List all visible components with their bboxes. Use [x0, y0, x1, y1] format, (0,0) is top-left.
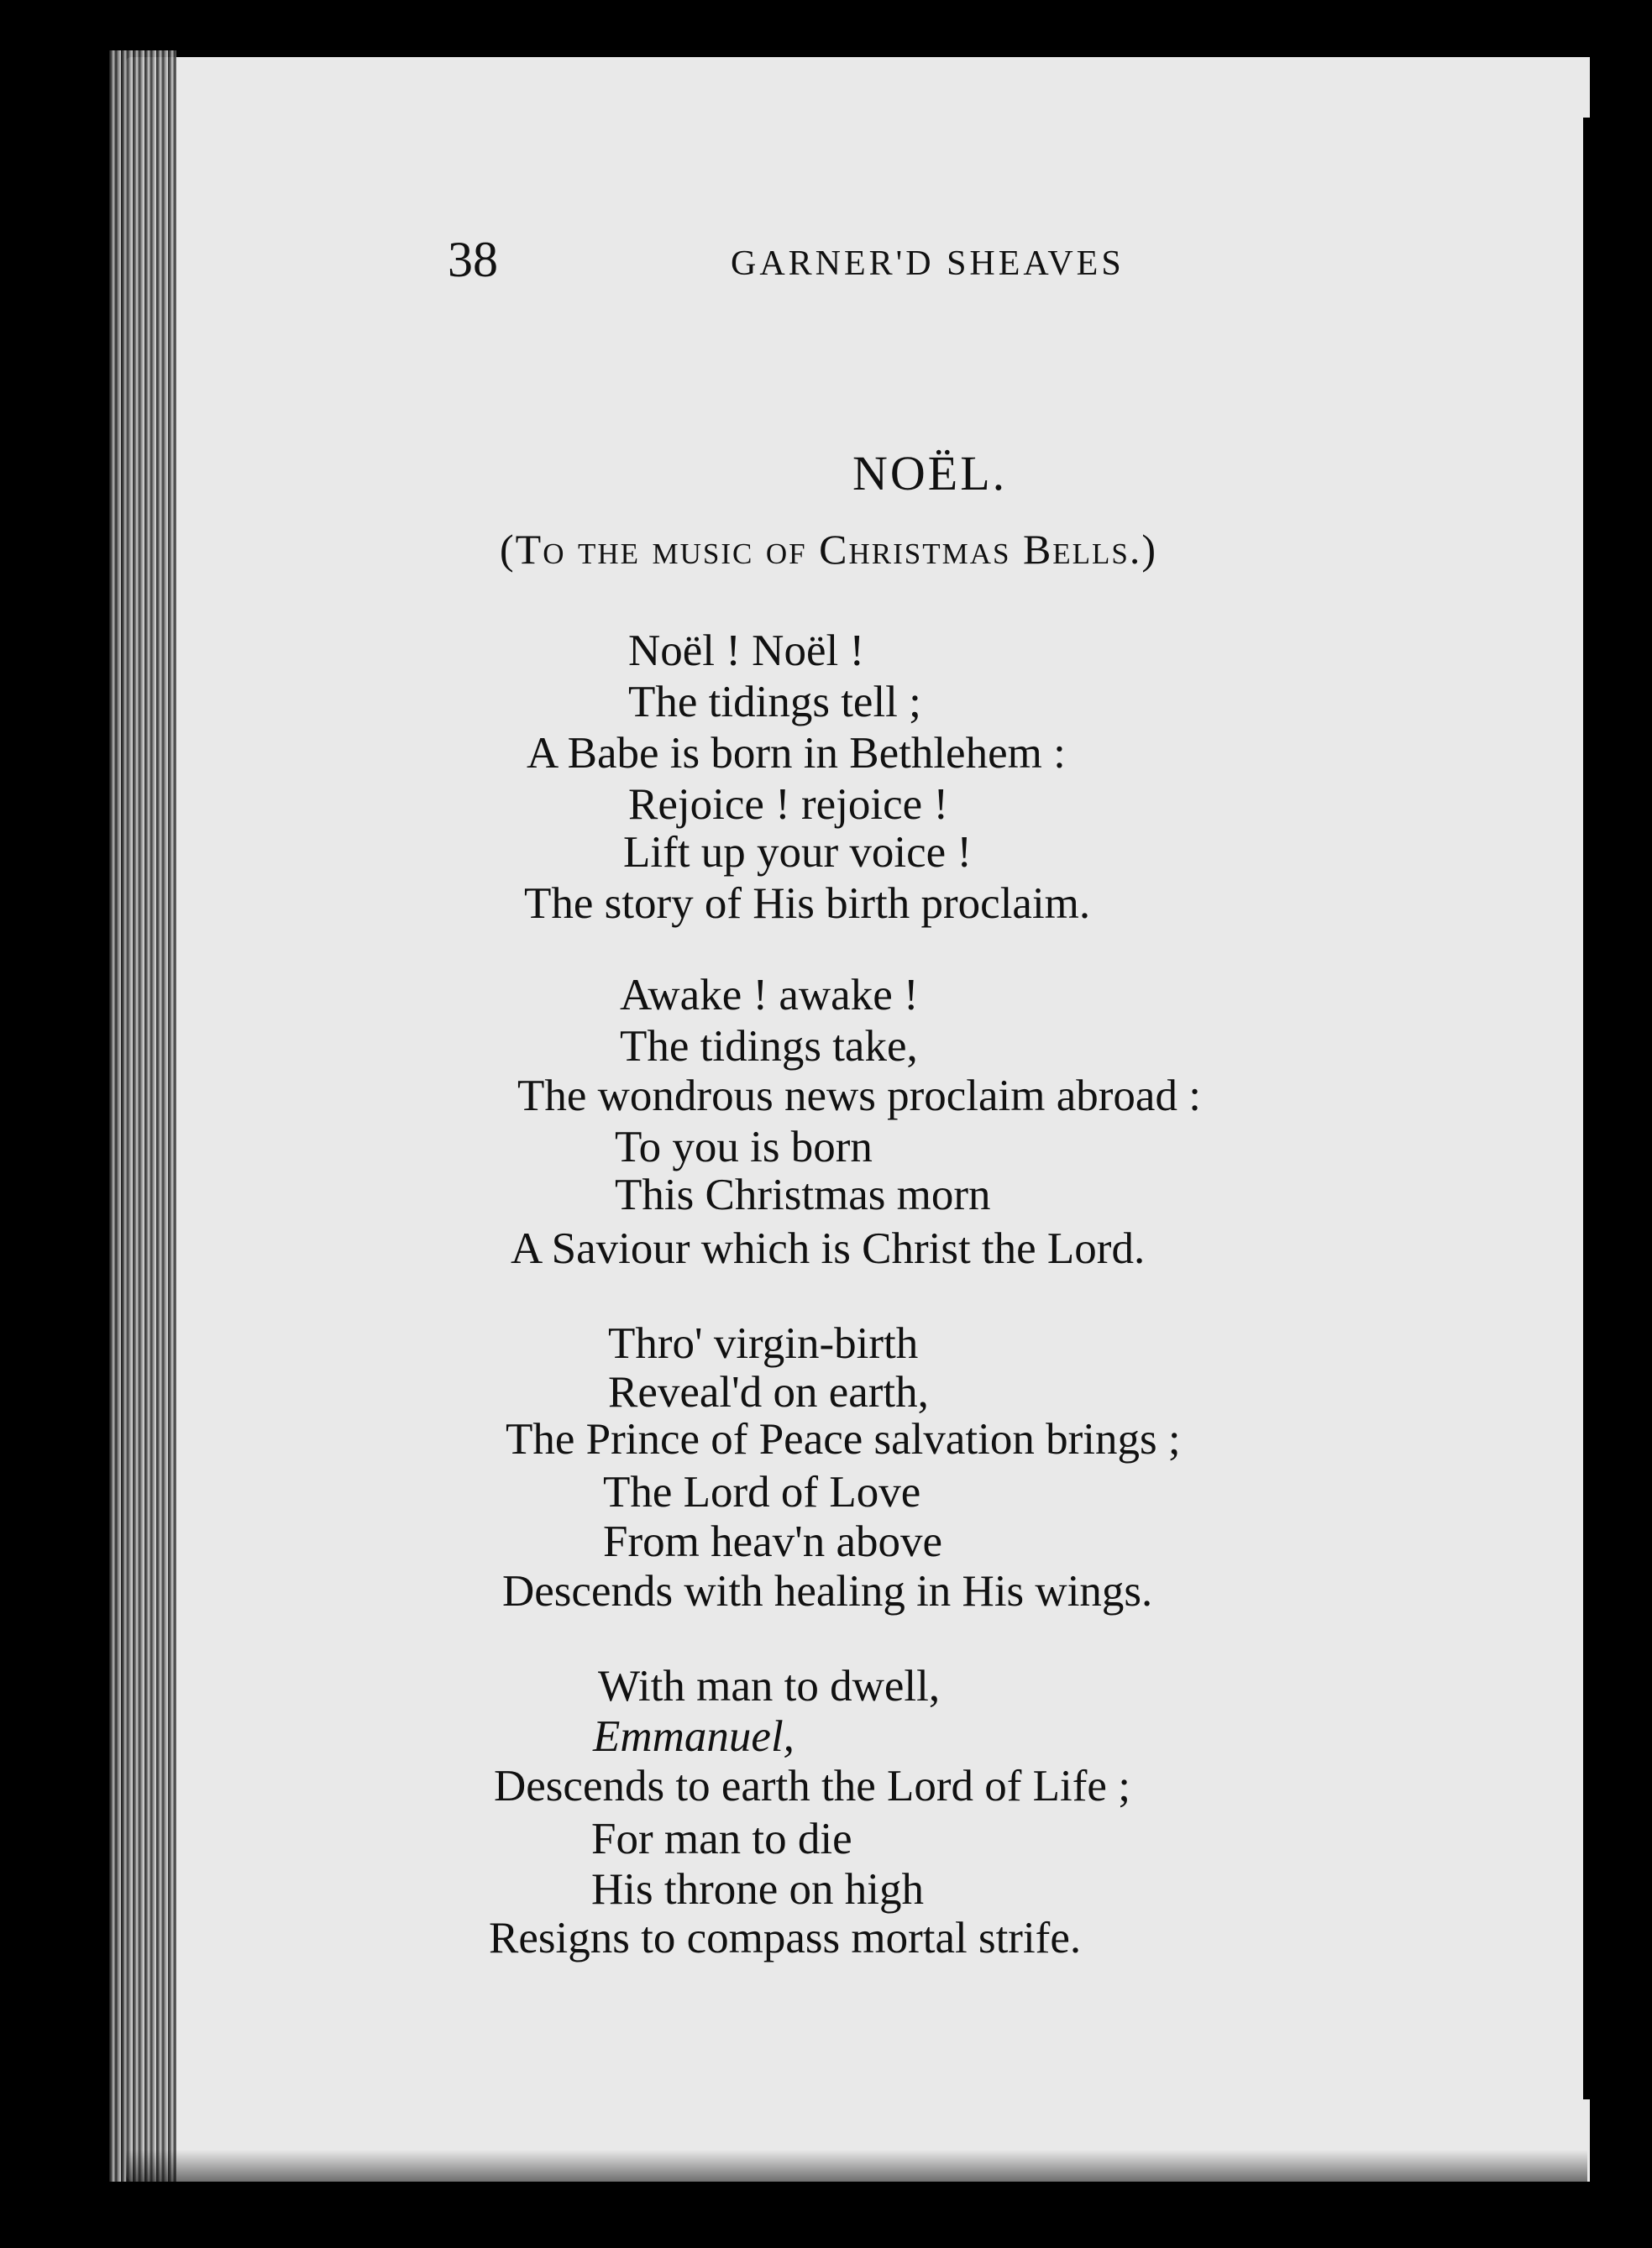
stanza-1-line-4: Rejoice ! rejoice !	[628, 780, 949, 829]
stanza-4-line-2: Emmanuel,	[593, 1712, 795, 1761]
stanza-1-line-1: Noël ! Noël !	[628, 626, 865, 675]
stanza-1-line-6: The story of His birth proclaim.	[524, 879, 1091, 928]
stanza-3-line-3: The Prince of Peace salvation brings ;	[506, 1415, 1181, 1464]
stanza-4-line-5: His throne on high	[591, 1865, 924, 1914]
stanza-4-line-1: With man to dwell,	[598, 1662, 941, 1711]
book-binding-edge	[109, 50, 176, 2200]
stanza-2-line-4: To you is born	[615, 1123, 873, 1171]
stanza-2-line-3: The wondrous news proclaim abroad :	[517, 1072, 1201, 1120]
poem-subtitle: (To the music of Christmas Bells.)	[500, 526, 1158, 573]
page-bottom-shadow	[126, 2150, 1587, 2183]
stanza-1-line-2: The tidings tell ;	[628, 678, 921, 726]
stanza-2-line-5: This Christmas morn	[615, 1171, 991, 1219]
page-number: 38	[448, 232, 498, 287]
poem-title: NOËL.	[852, 446, 1008, 500]
stanza-2-line-1: Awake ! awake !	[620, 971, 919, 1019]
stanza-3-line-1: Thro' virgin-birth	[608, 1319, 919, 1368]
stanza-4-line-4: For man to die	[591, 1815, 852, 1863]
scan-margin-bottom	[0, 2182, 1652, 2248]
stanza-2-line-6: A Saviour which is Christ the Lord.	[511, 1224, 1146, 1273]
facing-page-edge	[1583, 118, 1590, 2099]
stanza-1-line-5: Lift up your voice !	[623, 828, 973, 877]
stanza-2-line-2: The tidings take,	[620, 1022, 918, 1071]
scan-margin-right	[1590, 0, 1652, 2248]
stanza-4-line-3: Descends to earth the Lord of Life ;	[494, 1762, 1130, 1810]
stanza-3-line-2: Reveal'd on earth,	[608, 1368, 929, 1417]
stanza-4-line-6: Resigns to compass mortal strife.	[489, 1914, 1082, 1962]
running-title: GARNER'D SHEAVES	[731, 244, 1125, 283]
stanza-3-line-4: The Lord of Love	[603, 1468, 921, 1517]
stanza-3-line-6: Descends with healing in His wings.	[502, 1567, 1153, 1616]
stanza-1-line-3: A Babe is born in Bethlehem :	[527, 729, 1066, 778]
stanza-3-line-5: From heav'n above	[603, 1517, 942, 1566]
